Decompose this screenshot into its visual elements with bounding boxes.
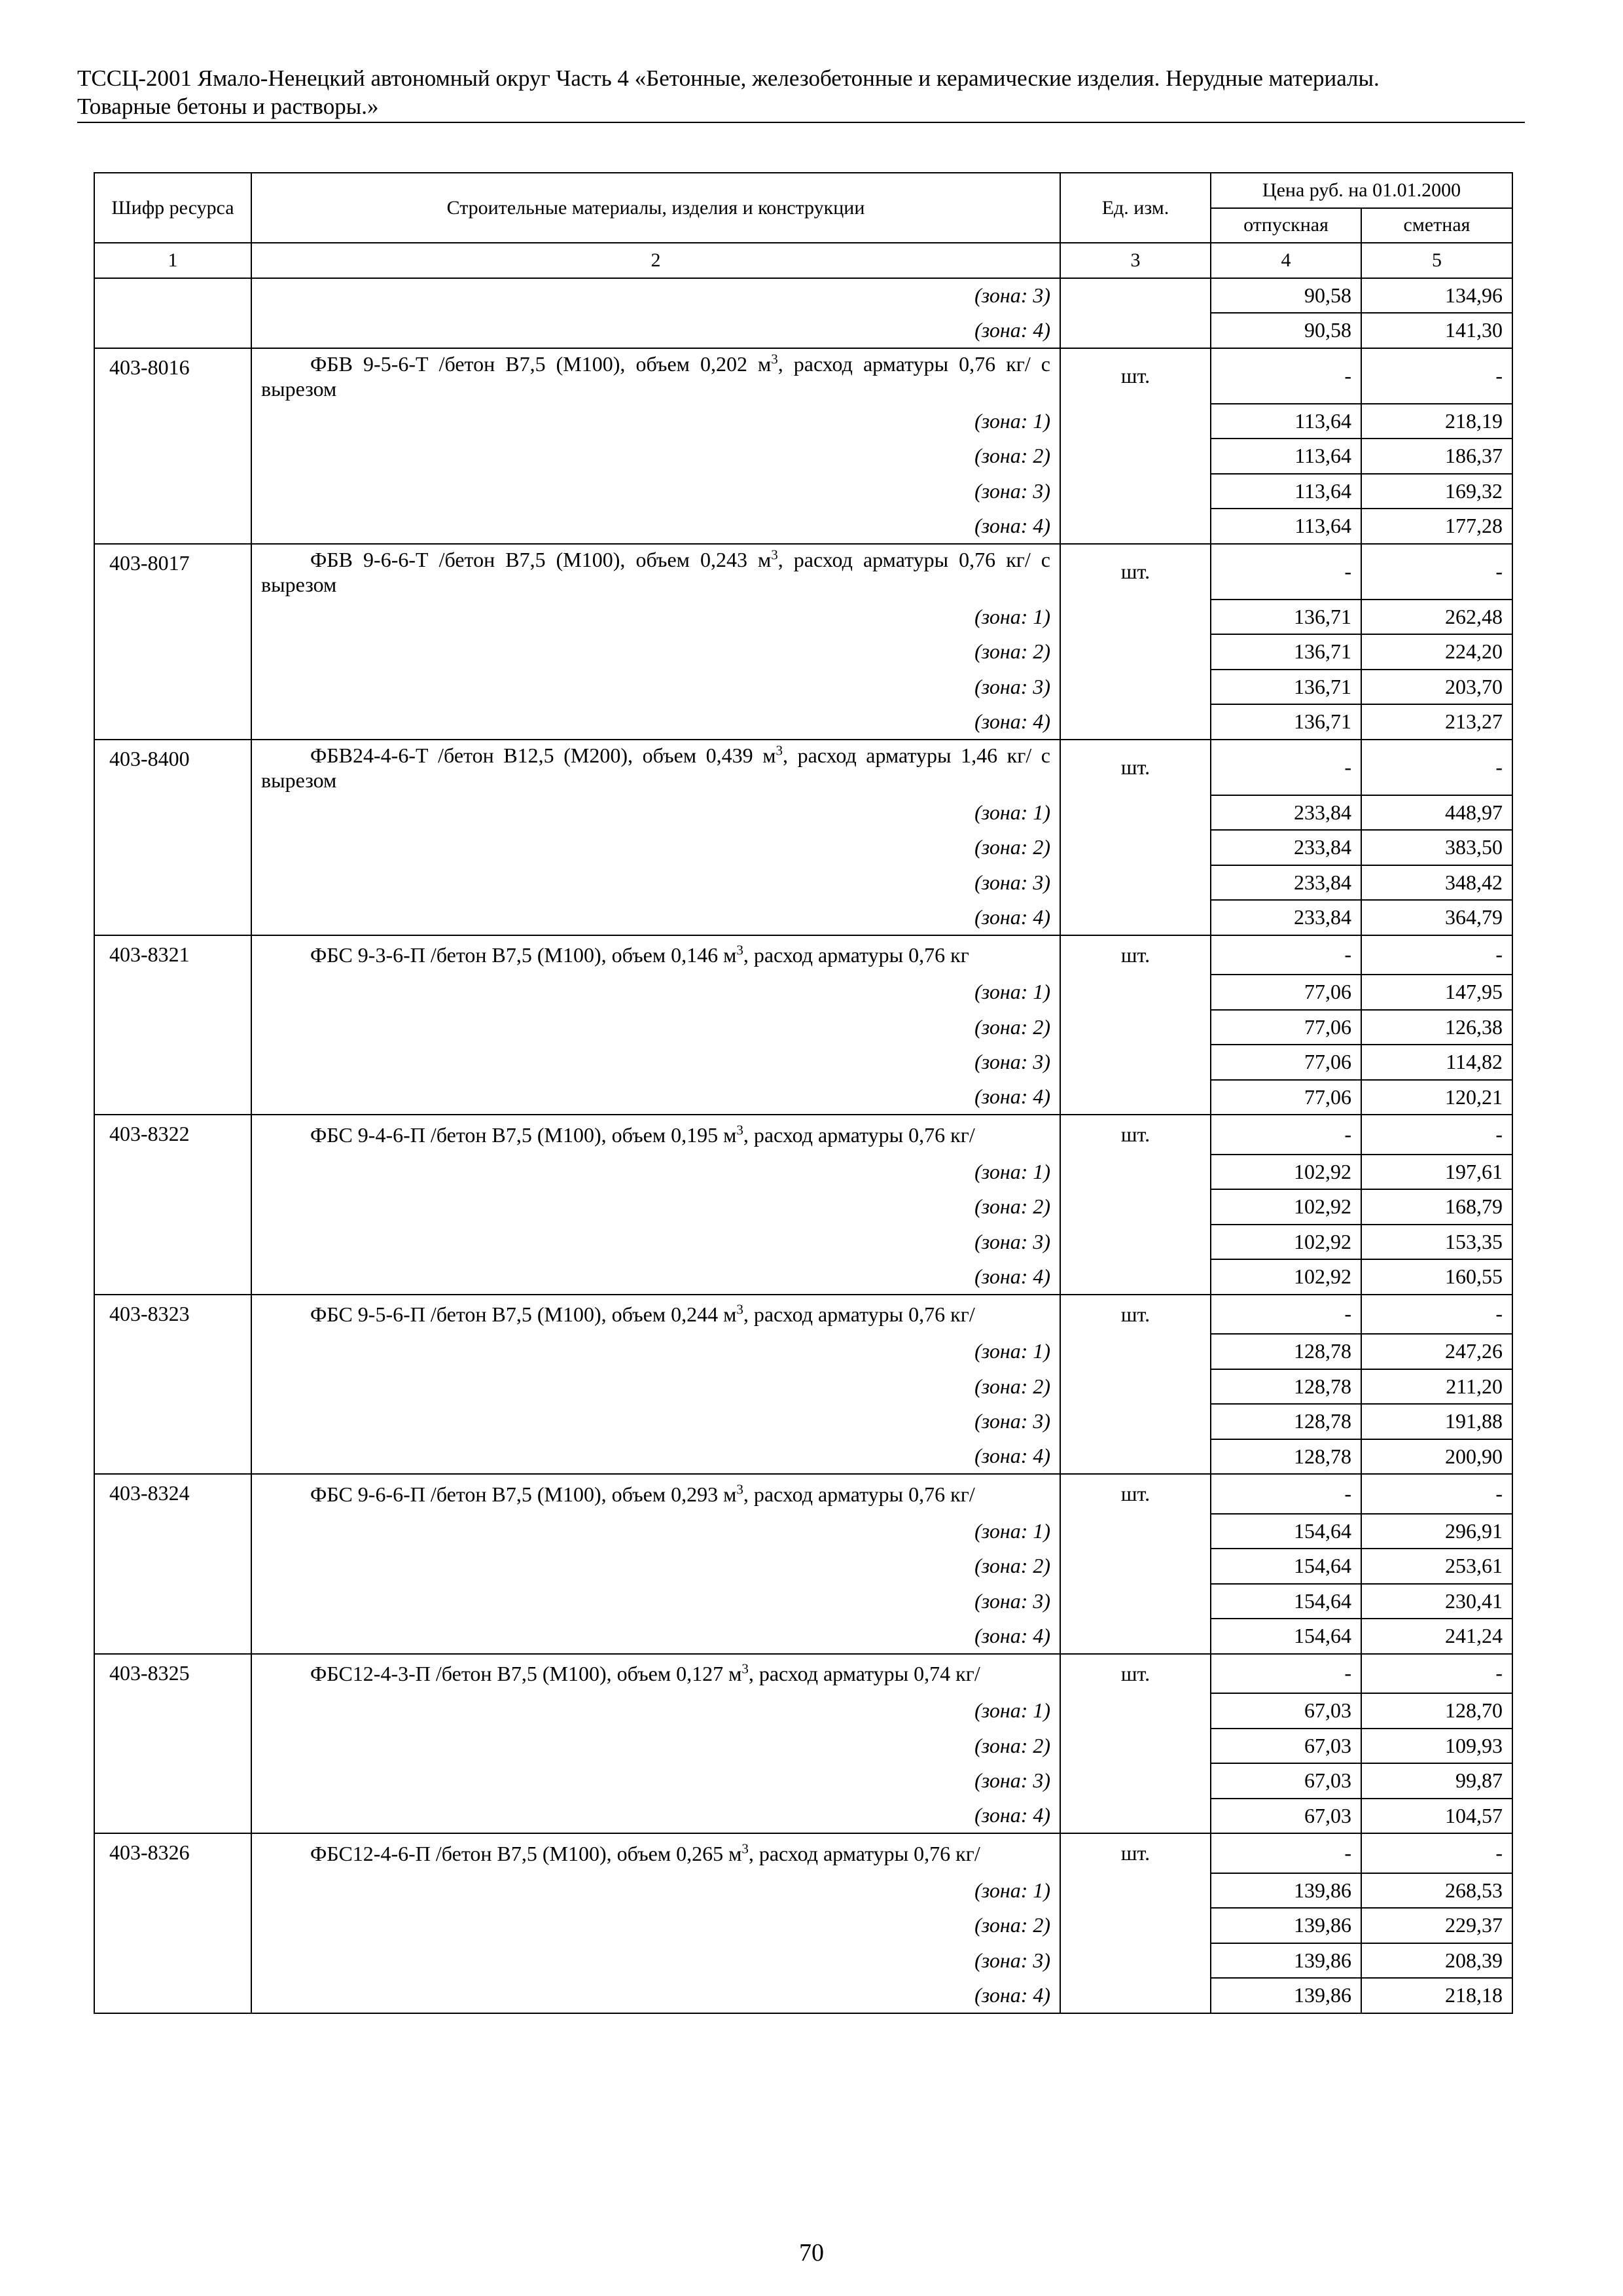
estimate-price: 109,93 (1361, 1729, 1512, 1764)
price-table (94, 172, 1513, 2014)
zone-label: (зона: 3) (251, 1045, 1060, 1080)
resource-code: 403-8325 (94, 1654, 251, 1834)
unit-cell (1060, 1189, 1211, 1225)
table-row (94, 1514, 1512, 1549)
estimate-price: 141,30 (1361, 313, 1512, 348)
unit-of-measure: шт. (1060, 1115, 1211, 1155)
unit-cell (1060, 1225, 1211, 1260)
table-row (94, 1155, 1512, 1190)
unit-cell (1060, 1259, 1211, 1295)
superscript-unit: 3 (736, 1301, 743, 1318)
release-price: 154,64 (1211, 1549, 1361, 1584)
table-body (94, 278, 1512, 2013)
table-row (94, 1763, 1512, 1799)
resource-code: 403-8400 (94, 740, 251, 935)
table-row (94, 1334, 1512, 1369)
table-row (94, 1474, 1512, 1514)
zone-label: (зона: 4) (251, 1080, 1060, 1115)
release-price: 102,92 (1211, 1225, 1361, 1260)
description-text: ФБС12-4-6-П /бетон В7,5 (М100), объем 0,265 м (310, 1841, 742, 1865)
unit-cell (1060, 1010, 1211, 1045)
zone-label: (зона: 1) (251, 1514, 1060, 1549)
release-price: 77,06 (1211, 1045, 1361, 1080)
header-line-1: ТССЦ-2001 Ямало-Ненецкий автономный округ Часть 4 «Бетонные, железобетонные и керамические изделия. Нерудные материалы. (77, 65, 1380, 91)
table-row (94, 1584, 1512, 1619)
release-price: 67,03 (1211, 1729, 1361, 1764)
zone-label: (зона: 1) (251, 1693, 1060, 1729)
zone-label: (зона: 2) (251, 439, 1060, 474)
table-row (94, 600, 1512, 635)
superscript-unit: 3 (741, 1840, 749, 1857)
description-text: ФБС 9-5-6-П /бетон В7,5 (М100), объем 0,244 м (310, 1302, 737, 1327)
description-text: ФБС 9-3-6-П /бетон В7,5 (М100), объем 0,146 м (310, 943, 737, 967)
estimate-price: 169,32 (1361, 474, 1512, 509)
release-price: 139,86 (1211, 1908, 1361, 1943)
table-row (94, 1404, 1512, 1439)
zone-label: (зона: 4) (251, 900, 1060, 935)
table-row (94, 1873, 1512, 1909)
item-description (251, 1115, 1060, 1155)
zone-label: (зона: 2) (251, 634, 1060, 670)
estimate-price: - (1361, 348, 1512, 404)
table-row (94, 1549, 1512, 1584)
zone-label: (зона: 1) (251, 1334, 1060, 1369)
description-text: ФБС 9-6-6-П /бетон В7,5 (М100), объем 0,293 м (310, 1482, 737, 1506)
unit-cell (1060, 1514, 1211, 1549)
table-row (94, 1080, 1512, 1115)
superscript-unit: 3 (736, 942, 743, 958)
table-row (94, 634, 1512, 670)
zone-label: (зона: 3) (251, 474, 1060, 509)
unit-cell (1060, 830, 1211, 865)
description-text: , расход арматуры 0,76 кг/ (743, 1122, 975, 1147)
release-price: 77,06 (1211, 1080, 1361, 1115)
estimate-price: 197,61 (1361, 1155, 1512, 1190)
release-price: - (1211, 544, 1361, 600)
release-price: 128,78 (1211, 1404, 1361, 1439)
estimate-price: 218,19 (1361, 404, 1512, 439)
unit-cell (1060, 1584, 1211, 1619)
unit-cell (1060, 1619, 1211, 1654)
zone-label: (зона: 4) (251, 704, 1060, 740)
estimate-price: 168,79 (1361, 1189, 1512, 1225)
estimate-price: 147,95 (1361, 975, 1512, 1010)
column-number: 5 (1361, 243, 1512, 278)
zone-label: (зона: 2) (251, 1908, 1060, 1943)
release-price: - (1211, 1833, 1361, 1873)
release-price: - (1211, 1115, 1361, 1155)
release-price: 233,84 (1211, 900, 1361, 935)
zone-label: (зона: 4) (251, 1259, 1060, 1295)
release-price: 136,71 (1211, 670, 1361, 705)
release-price: 136,71 (1211, 600, 1361, 635)
column-number: 1 (94, 243, 251, 278)
column-number: 2 (251, 243, 1060, 278)
table-row (94, 1115, 1512, 1155)
estimate-price: - (1361, 1295, 1512, 1335)
estimate-price: 114,82 (1361, 1045, 1512, 1080)
table-row (94, 1010, 1512, 1045)
unit-cell (1060, 975, 1211, 1010)
estimate-price: 200,90 (1361, 1439, 1512, 1475)
superscript-unit: 3 (771, 546, 778, 562)
estimate-price: 348,42 (1361, 865, 1512, 901)
item-description (251, 1474, 1060, 1514)
superscript-unit: 3 (736, 1481, 743, 1498)
zone-label: (зона: 3) (251, 1225, 1060, 1260)
release-price: 128,78 (1211, 1369, 1361, 1405)
description-text: ФБВ 9-6-6-Т /бетон В7,5 (М100), объем 0,243 м (310, 547, 772, 571)
table-row (94, 404, 1512, 439)
table-row (94, 439, 1512, 474)
description-text: , расход арматуры 0,76 кг/ (743, 1482, 975, 1506)
zone-label: (зона: 1) (251, 795, 1060, 831)
estimate-price: 160,55 (1361, 1259, 1512, 1295)
zone-label: (зона: 4) (251, 509, 1060, 544)
item-description (251, 348, 1060, 404)
release-price: 128,78 (1211, 1334, 1361, 1369)
table-row (94, 975, 1512, 1010)
header-unit: Ед. изм. (1060, 173, 1211, 243)
unit-cell (1060, 600, 1211, 635)
estimate-price: 191,88 (1361, 1404, 1512, 1439)
zone-label: (зона: 4) (251, 1439, 1060, 1475)
unit-cell (1060, 1080, 1211, 1115)
description-text: , расход арматуры 1,46 кг/ с вырезом (261, 743, 1051, 792)
zone-label: (зона: 3) (251, 865, 1060, 901)
table-row (94, 1978, 1512, 2013)
resource-code: 403-8321 (94, 935, 251, 1115)
estimate-price: - (1361, 1654, 1512, 1694)
zone-label: (зона: 2) (251, 1369, 1060, 1405)
estimate-price: 134,96 (1361, 278, 1512, 314)
superscript-unit: 3 (771, 350, 778, 367)
superscript-unit: 3 (776, 742, 783, 758)
superscript-unit: 3 (736, 1122, 743, 1138)
resource-code: 403-8324 (94, 1474, 251, 1654)
estimate-price: 153,35 (1361, 1225, 1512, 1260)
table-row (94, 1833, 1512, 1873)
unit-cell (1060, 1943, 1211, 1979)
release-price: 233,84 (1211, 795, 1361, 831)
release-price: 139,86 (1211, 1873, 1361, 1909)
zone-label: (зона: 1) (251, 975, 1060, 1010)
column-numbers-row (94, 243, 1512, 278)
zone-label: (зона: 4) (251, 1619, 1060, 1654)
header-release-price: отпускная (1211, 208, 1361, 243)
zone-label: (зона: 2) (251, 1549, 1060, 1584)
unit-of-measure: шт. (1060, 348, 1211, 404)
description-text: , расход арматуры 0,74 кг/ (748, 1662, 980, 1686)
document-header (77, 64, 1520, 120)
release-price: 67,03 (1211, 1693, 1361, 1729)
table-row (94, 740, 1512, 795)
release-price: 67,03 (1211, 1799, 1361, 1834)
estimate-price: 268,53 (1361, 1873, 1512, 1909)
unit-cell (1060, 670, 1211, 705)
release-price: 154,64 (1211, 1584, 1361, 1619)
table-row (94, 278, 1512, 314)
header-rule (77, 122, 1525, 123)
resource-code: 403-8016 (94, 348, 251, 544)
unit-cell (1060, 1978, 1211, 2013)
unit-cell (1060, 865, 1211, 901)
column-number: 3 (1060, 243, 1211, 278)
item-description (251, 740, 1060, 795)
table-row (94, 1045, 1512, 1080)
estimate-price: 99,87 (1361, 1763, 1512, 1799)
estimate-price: - (1361, 935, 1512, 975)
unit-of-measure: шт. (1060, 1833, 1211, 1873)
description-text: ФБС 9-4-6-П /бетон В7,5 (М100), объем 0,195 м (310, 1122, 737, 1147)
estimate-price: 177,28 (1361, 509, 1512, 544)
unit-cell (1060, 404, 1211, 439)
description-text: ФБВ 9-5-6-Т /бетон В7,5 (М100), объем 0,202 м (310, 351, 772, 376)
release-price: 233,84 (1211, 865, 1361, 901)
unit-cell (1060, 795, 1211, 831)
superscript-unit: 3 (741, 1660, 749, 1677)
table-row (94, 348, 1512, 404)
estimate-price: 208,39 (1361, 1943, 1512, 1979)
estimate-price: - (1361, 1474, 1512, 1514)
item-description (251, 1654, 1060, 1694)
zone-label: (зона: 1) (251, 1873, 1060, 1909)
release-price: 90,58 (1211, 278, 1361, 314)
estimate-price: 186,37 (1361, 439, 1512, 474)
estimate-price: 120,21 (1361, 1080, 1512, 1115)
estimate-price: 218,18 (1361, 1978, 1512, 2013)
zone-label: (зона: 3) (251, 1943, 1060, 1979)
release-price: 154,64 (1211, 1514, 1361, 1549)
table-header-row (94, 173, 1512, 208)
unit-cell (1060, 1799, 1211, 1834)
resource-code-cell (94, 313, 251, 348)
estimate-price: 211,20 (1361, 1369, 1512, 1405)
estimate-price: 364,79 (1361, 900, 1512, 935)
zone-label: (зона: 4) (251, 1978, 1060, 2013)
release-price: - (1211, 1295, 1361, 1335)
estimate-price: 247,26 (1361, 1334, 1512, 1369)
table-row (94, 1295, 1512, 1335)
table-row (94, 900, 1512, 935)
zone-label: (зона: 1) (251, 1155, 1060, 1190)
table-row (94, 1259, 1512, 1295)
unit-cell (1060, 1045, 1211, 1080)
estimate-price: 229,37 (1361, 1908, 1512, 1943)
unit-of-measure: шт. (1060, 544, 1211, 600)
description-text: ФБВ24-4-6-Т /бетон В12,5 (М200), объем 0,439 м (310, 743, 776, 767)
table-row (94, 830, 1512, 865)
release-price: 77,06 (1211, 1010, 1361, 1045)
estimate-price: - (1361, 544, 1512, 600)
estimate-price: 296,91 (1361, 1514, 1512, 1549)
estimate-price: 383,50 (1361, 830, 1512, 865)
resource-code: 403-8322 (94, 1115, 251, 1295)
estimate-price: 253,61 (1361, 1549, 1512, 1584)
unit-cell (1060, 1873, 1211, 1909)
zone-label: (зона: 2) (251, 1010, 1060, 1045)
unit-cell (1060, 1439, 1211, 1475)
zone-label: (зона: 4) (251, 313, 1060, 348)
unit-cell (1060, 1404, 1211, 1439)
estimate-price: - (1361, 1833, 1512, 1873)
estimate-price: 104,57 (1361, 1799, 1512, 1834)
release-price: 139,86 (1211, 1978, 1361, 2013)
zone-label: (зона: 1) (251, 404, 1060, 439)
header-price-group: Цена руб. на 01.01.2000 (1211, 173, 1512, 208)
unit-cell (1060, 439, 1211, 474)
zone-label: (зона: 2) (251, 830, 1060, 865)
release-price: 154,64 (1211, 1619, 1361, 1654)
item-description (251, 1833, 1060, 1873)
unit-cell (1060, 509, 1211, 544)
table-row (94, 313, 1512, 348)
header-name: Строительные материалы, изделия и конструкции (251, 173, 1060, 243)
release-price: 113,64 (1211, 509, 1361, 544)
release-price: 113,64 (1211, 439, 1361, 474)
estimate-price: 213,27 (1361, 704, 1512, 740)
release-price: 113,64 (1211, 474, 1361, 509)
release-price: 102,92 (1211, 1189, 1361, 1225)
estimate-price: 224,20 (1361, 634, 1512, 670)
table-row (94, 509, 1512, 544)
description-text: , расход арматуры 0,76 кг/ с вырезом (261, 547, 1051, 596)
table-row (94, 1369, 1512, 1405)
unit-cell (1060, 900, 1211, 935)
header-estimate-price: сметная (1361, 208, 1512, 243)
zone-label: (зона: 1) (251, 600, 1060, 635)
table-row (94, 1693, 1512, 1729)
release-price: - (1211, 1474, 1361, 1514)
table-row (94, 1619, 1512, 1654)
release-price: - (1211, 935, 1361, 975)
unit-cell (1060, 1549, 1211, 1584)
unit-cell (1060, 474, 1211, 509)
table-row (94, 1729, 1512, 1764)
zone-label: (зона: 3) (251, 1404, 1060, 1439)
unit-cell (1060, 313, 1211, 348)
release-price: 136,71 (1211, 704, 1361, 740)
release-price: - (1211, 348, 1361, 404)
table-row (94, 670, 1512, 705)
estimate-price: 262,48 (1361, 600, 1512, 635)
description-text: , расход арматуры 0,76 кг/ (748, 1841, 980, 1865)
page-number: 70 (799, 2239, 824, 2267)
table-row (94, 1799, 1512, 1834)
header-code: Шифр ресурса (94, 173, 251, 243)
zone-label: (зона: 3) (251, 1584, 1060, 1619)
table-row (94, 544, 1512, 600)
unit-of-measure: шт. (1060, 1474, 1211, 1514)
unit-cell (1060, 1729, 1211, 1764)
release-price: 77,06 (1211, 975, 1361, 1010)
resource-code-cell (94, 278, 251, 314)
column-number: 4 (1211, 243, 1361, 278)
description-text: , расход арматуры 0,76 кг/ (743, 1302, 975, 1327)
estimate-price: 241,24 (1361, 1619, 1512, 1654)
estimate-price: 448,97 (1361, 795, 1512, 831)
unit-of-measure: шт. (1060, 1295, 1211, 1335)
table-row (94, 795, 1512, 831)
release-price: 139,86 (1211, 1943, 1361, 1979)
unit-cell (1060, 1693, 1211, 1729)
description-text: ФБС12-4-3-П /бетон В7,5 (М100), объем 0,127 м (310, 1662, 742, 1686)
estimate-price: 203,70 (1361, 670, 1512, 705)
estimate-price: - (1361, 1115, 1512, 1155)
description-text: , расход арматуры 0,76 кг/ с вырезом (261, 351, 1051, 401)
table-row (94, 1225, 1512, 1260)
zone-label: (зона: 3) (251, 670, 1060, 705)
zone-label: (зона: 4) (251, 1799, 1060, 1834)
estimate-price: 126,38 (1361, 1010, 1512, 1045)
item-description (251, 1295, 1060, 1335)
release-price: 113,64 (1211, 404, 1361, 439)
release-price: - (1211, 740, 1361, 795)
zone-label: (зона: 2) (251, 1189, 1060, 1225)
table-row (94, 474, 1512, 509)
unit-cell (1060, 1334, 1211, 1369)
unit-cell (1060, 278, 1211, 314)
table-row (94, 1654, 1512, 1694)
release-price: 136,71 (1211, 634, 1361, 670)
header-line-2: Товарные бетоны и растворы.» (77, 94, 379, 119)
item-description (251, 935, 1060, 975)
table-row (94, 865, 1512, 901)
unit-of-measure: шт. (1060, 740, 1211, 795)
release-price: 67,03 (1211, 1763, 1361, 1799)
release-price: 233,84 (1211, 830, 1361, 865)
item-description (251, 544, 1060, 600)
estimate-price: - (1361, 740, 1512, 795)
unit-cell (1060, 1763, 1211, 1799)
table-row (94, 935, 1512, 975)
unit-cell (1060, 1908, 1211, 1943)
unit-cell (1060, 704, 1211, 740)
description-text: , расход арматуры 0,76 кг (743, 943, 969, 967)
estimate-price: 128,70 (1361, 1693, 1512, 1729)
resource-code: 403-8326 (94, 1833, 251, 2013)
table-row (94, 1943, 1512, 1979)
release-price: - (1211, 1654, 1361, 1694)
resource-code: 403-8017 (94, 544, 251, 740)
table-row (94, 1439, 1512, 1475)
estimate-price: 230,41 (1361, 1584, 1512, 1619)
table-row (94, 1189, 1512, 1225)
release-price: 128,78 (1211, 1439, 1361, 1475)
unit-of-measure: шт. (1060, 935, 1211, 975)
unit-cell (1060, 1155, 1211, 1190)
zone-label: (зона: 3) (251, 278, 1060, 314)
unit-of-measure: шт. (1060, 1654, 1211, 1694)
release-price: 90,58 (1211, 313, 1361, 348)
table-row (94, 1908, 1512, 1943)
unit-cell (1060, 634, 1211, 670)
unit-cell (1060, 1369, 1211, 1405)
zone-label: (зона: 3) (251, 1763, 1060, 1799)
resource-code: 403-8323 (94, 1295, 251, 1475)
release-price: 102,92 (1211, 1259, 1361, 1295)
table-row (94, 704, 1512, 740)
release-price: 102,92 (1211, 1155, 1361, 1190)
zone-label: (зона: 2) (251, 1729, 1060, 1764)
